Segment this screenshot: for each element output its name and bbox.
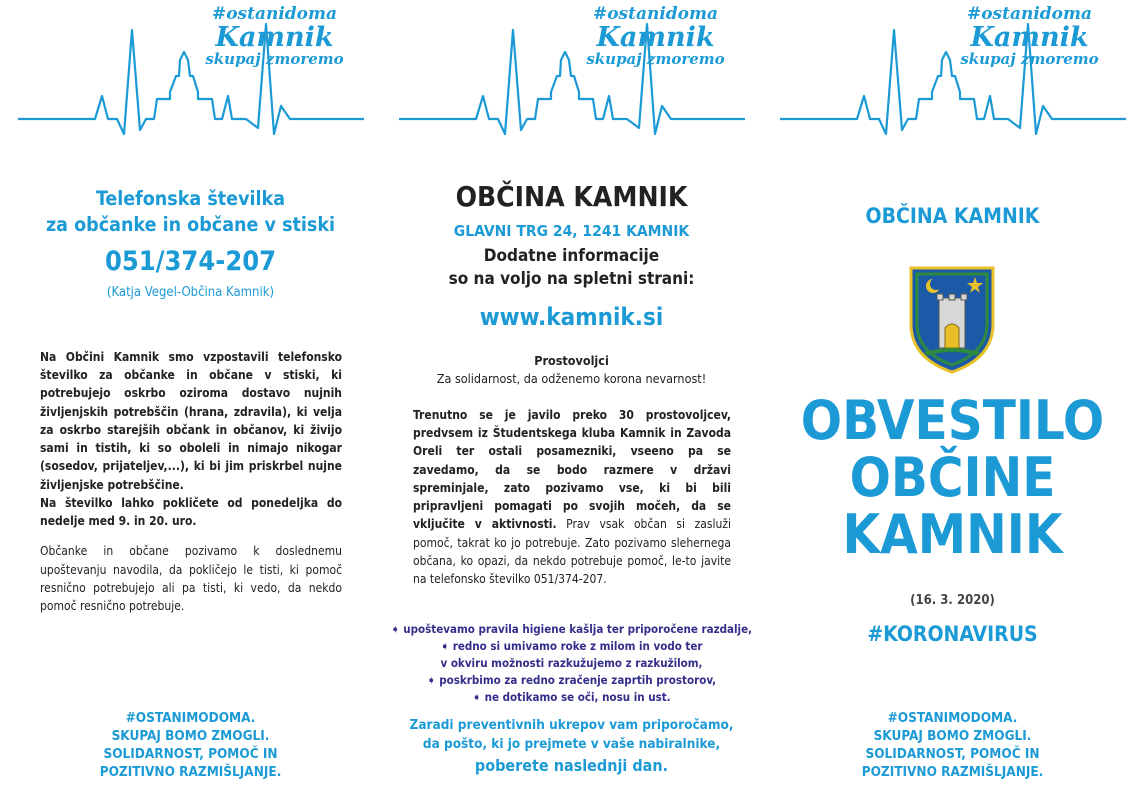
tagline-subtitle: skupaj zmoremo — [960, 50, 1099, 68]
tagline-subtitle: skupaj zmoremo — [205, 50, 344, 68]
tagline-hashtag: #ostanidoma — [592, 4, 719, 24]
volunteers-para-bold: Trenutno se je javilo preko 30 prostovoljcev, predvsem iz Študentskega kluba Kamnik in Zavoda Oreli ter ostali posamezniki, vseeno pa se zavedamo, da se bodo razmere v državi spreminjale, zato pozivamo vse, ki bi bili pripravljeni pomagati po svojih močeh, da se vključite v aktivnosti. — [413, 408, 731, 532]
hotline-phone-number: 051/374-207 — [104, 246, 277, 277]
tagline-hashtag: #ostanidoma — [966, 4, 1093, 24]
hotline-heading-line2: za občanke in občane v stiski — [45, 213, 336, 237]
slogan-line: #OSTANIMODOMA. — [125, 710, 256, 726]
volunteers-subheading: Za solidarnost, da odženemo korona nevarnost! — [436, 371, 707, 387]
bullet-arrow-icon: ➧ — [472, 690, 485, 705]
panel-contact-info — [381, 0, 762, 800]
slogan-line: POZITIVNO RAZMIŠLJANJE. — [861, 763, 1044, 780]
volunteers-para-normal: Prav vsak občan si zasluži pomoč, takrat ko jo potrebuje. Zato pozivamo slehernega občana, ko opazi, da nekdo potrebuje pomoč, le-to javite na telefonsko številko 051/374-207. — [413, 517, 731, 587]
volunteers-heading: Prostovoljci — [534, 353, 609, 368]
closing-slogan — [762, 710, 1143, 782]
slogan-line: SKUPAJ BOMO ZMOGLI. — [111, 727, 270, 744]
mail-advice-line2: da pošto, ki jo prejmete v vaše nabiralnike, — [422, 735, 721, 752]
hotline-heading-line1: Telefonska številka — [95, 187, 286, 210]
slogan-line: SOLIDARNOST, POMOČ IN — [103, 745, 278, 762]
list-item: ➧ redno si umivamo roke z milom in vodo ter — [440, 639, 703, 654]
list-item: ➧ poskrbimo za redno zračenje zaprtih prostorov, — [426, 673, 717, 688]
notice-title — [762, 389, 1143, 567]
panel-cover — [762, 0, 1143, 800]
bullet-arrow-icon: ➧ — [426, 673, 440, 688]
notice-title-line2: OBČINE — [849, 446, 1056, 510]
more-info-line1: Dodatne informacije — [483, 246, 660, 266]
campaign-tagline — [192, 6, 357, 67]
cover-municipality: OBČINA KAMNIK — [865, 204, 1040, 228]
list-item: v okviru možnosti razkužujemo z razkužilom, — [440, 656, 703, 671]
hygiene-rules-list — [381, 621, 762, 706]
tagline-subtitle: skupaj zmoremo — [586, 50, 725, 68]
tagline-hashtag: #ostanidoma — [211, 4, 338, 24]
volunteers-description — [413, 406, 731, 588]
mail-advice-line3: poberete naslednji dan. — [474, 756, 669, 776]
hotline-contact-person: (Katja Vegel-Občina Kamnik) — [106, 285, 275, 300]
list-item: ➧ upoštevamo pravila higiene kašlja ter priporočene razdalje, — [390, 622, 753, 636]
coronavirus-hashtag: #KORONAVIRUS — [867, 622, 1038, 646]
volunteers-header — [381, 352, 762, 388]
more-info-line2: so na voljo na spletni strani: — [448, 269, 695, 290]
website-link[interactable]: www.kamnik.si — [479, 303, 664, 331]
notice-title-line3: KAMNIK — [842, 503, 1063, 567]
more-info-text — [381, 245, 762, 292]
campaign-tagline — [573, 6, 738, 67]
hotline-description — [40, 348, 342, 615]
tagline-town: Kamnik — [215, 22, 334, 53]
mail-advice — [381, 716, 762, 777]
municipality-address: GLAVNI TRG 24, 1241 KAMNIK — [453, 222, 690, 240]
closing-slogan — [0, 710, 381, 782]
notice-date: (16. 3. 2020) — [910, 593, 995, 608]
hotline-para-intro: Na Občini Kamnik smo vzpostavili telefonsko številko za občanke in občane v stiski, ki potrebujejo oskrbo oziroma dostavo nujnih življenjskih potrebščin (hrana, zdravila), ki velja za oskrbo starejših občank in občanov, ki živijo sami in tistih, ki so oboleli in nimajo nikogar (sosedov, prijateljev,...), ki bi jim priskrbel nujne življenjske potrebščine. — [40, 350, 342, 492]
bullet-arrow-icon: ➧ — [440, 639, 453, 654]
municipality-title: OBČINA KAMNIK — [455, 180, 688, 213]
panel-hotline — [0, 0, 381, 800]
hotline-heading — [0, 186, 381, 239]
mail-advice-line1: Zaradi preventivnih ukrepov vam priporočamo, — [409, 717, 734, 733]
hotline-para-hours: Na številko lahko pokličete od ponedeljka do nedelje med 9. in 20. uro. — [40, 495, 342, 529]
notice-title-line1: OBVESTILO — [800, 389, 1105, 452]
slogan-line: SKUPAJ BOMO ZMOGLI. — [873, 727, 1032, 744]
slogan-line: SOLIDARNOST, POMOČ IN — [865, 745, 1040, 762]
kamnik-coat-of-arms — [905, 262, 999, 374]
slogan-line: #OSTANIMODOMA. — [887, 710, 1018, 726]
campaign-tagline — [947, 6, 1112, 67]
bullet-arrow-icon: ➧ — [390, 622, 404, 636]
list-item: ➧ ne dotikamo se oči, nosu in ust. — [472, 690, 671, 705]
hotline-para-guidance: Občanke in občane pozivamo k doslednemu upoštevanju navodila, da pokličejo le tisti, ki pomoč resnično potrebujejo ali pa tisti, ki vedo, da nekdo pomoč resnično potrebuje. — [40, 544, 342, 614]
tagline-town: Kamnik — [970, 22, 1089, 53]
tagline-town: Kamnik — [596, 22, 715, 53]
slogan-line: POZITIVNO RAZMIŠLJANJE. — [99, 763, 282, 780]
